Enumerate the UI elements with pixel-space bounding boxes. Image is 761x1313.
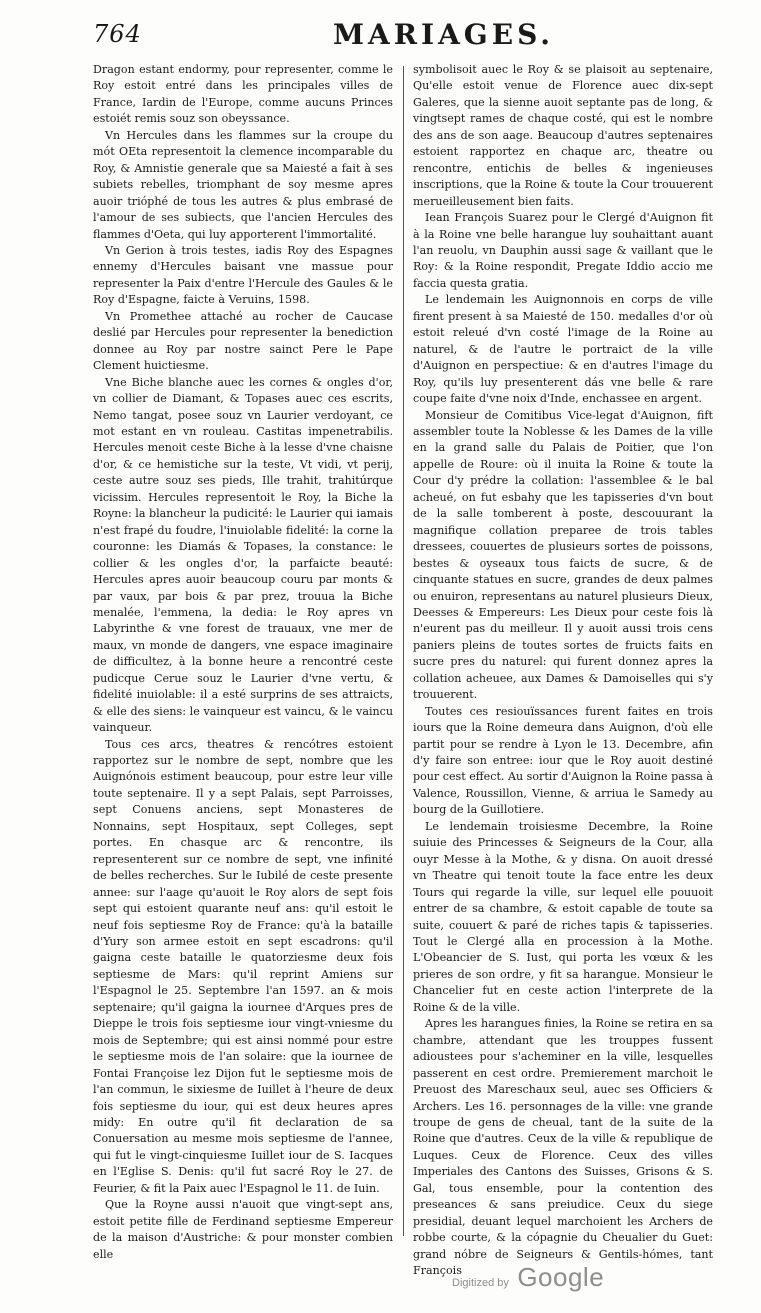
- paragraph: Que la Royne aussi n'auoit que vingt-sept ans, estoit petite fille de Ferdinand septiesme Empereur de la maison d'Austriche: & pour monster combien elle: [93, 1198, 393, 1261]
- page-number: 764: [93, 20, 142, 48]
- paragraph: Vne Biche blanche auec les cornes & ongles d'or, vn collier de Diamant, & Topases auec ces escrits, Nemo tangat, posee souz vn Laurier verdoyant, ce mot estant en vn rouleau. Castitas impenetrabilis. Hercules menoit ceste Biche à la lesse d'vne chaisne d'or, & ce hemistiche sur la teste, Vt vidi, vt perij, ceste autre souz ses pieds, Ille trahit, trahitúrque vicissim. Hercules representoit le Roy, la Biche la Royne: la blancheur la pudicité: le Laurier qui iamais n'est frapé du foudre, l'inuiolable fidelité: la corne la couronne: les Diamás & Topases, la constance: le collier & les ongles d'or, la parfaicte beauté: Hercules apres auoir beaucoup couru par monts & par vaux, par bois & par prez, trouua la Biche menalée, l'emmena, la dedia: le Roy apres vn Labyrinthe & vne forest de trauaux, vne mer de maux, vn monde de dangers, vne espace imaginaire de difficultez, à la bonne heure a rencontré ceste pudicque Cerue souz le Laurier d'vne vertu, & fidelité inuiolable: il a esté surprins de ses attraicts, & elle des siens: le vainqueur est vaincu, & le vaincu vainqueur.: [93, 375, 393, 735]
- paragraph: Iean François Suarez pour le Clergé d'Auignon fit à la Roine vne belle harangue luy souhaittant auant l'an reuolu, vn Dauphin aussi sage & vaillant que le Roy: & la Roine respondit, Pregate Iddio accio me faccia questa gratia.: [413, 211, 713, 290]
- paragraph: Le lendemain troisiesme Decembre, la Roine suiuie des Princesses & Seigneurs de la Cour, alla ouyr Messe à la Mothe, & y disna. On auoit dressé vn Theatre qui tenoit toute la face entre les deux Tours qui regarde la ville, sur lequel elle pouuoit entrer de sa chambre, & estoit capable de toute sa suite, couuert & paré de riches tapis & tapisseries. Tout le Clergé alla en procession à la Mothe. L'Obeancier de S. Iust, qui porta les vœux & les prieres de son ordre, y fit sa harangue. Monsieur le Chancelier fut en ceste action l'interprete de la Roine & de la ville.: [413, 819, 713, 1014]
- paragraph: Le lendemain les Auignonnois en corps de ville firent present à sa Maiesté de 150. medalles d'or où estoit releué d'vn costé l'image de la Roine au naturel, & de l'autre le portraict de la ville d'Auignon en perspectiue: & en d'autres l'image du Roy, qu'ils luy presenterent dás vne belle & rare coupe faite d'vne noix d'Inde, enchassee en argent.: [413, 293, 713, 406]
- digitized-by-label: Digitized by: [452, 1277, 509, 1289]
- column-divider: [403, 66, 404, 1236]
- paragraph: Vn Gerion à trois testes, iadis Roy des Espagnes ennemy d'Hercules baisant vne massue pour representer la Paix d'entre l'Hercule des Gaules & le Roy d'Espagne, faicte à Veruins, 1598.: [93, 243, 393, 307]
- paragraph: Apres les harangues finies, la Roine se retira en sa chambre, attendant que les trouppes fussent adioustees pour s'acheminer en la ville, lesquelles passerent en cest ordre. Premierement marchoit le Preuost des Mareschaux seul, auec ses Officiers & Archers. Les 16. personnages de la ville: vne grande troupe de gens de cheual, tant de la suite de la Roine que d'autres. Ceux de la ville & republique de Luques. Ceux de Florence. Ceux des villes Imperiales des Cantons des Suisses, Grisons & S. Gal, tous ensemble, pour la contention des preseances & sans preiudice. Ceux du siege presidial, deuant lequel marchoient les Archers de robbe courte, & la cópagnie du Cheualier du Guet: grand nóbre de Seigneurs & Gentils-hómes, tant François: [413, 1017, 713, 1278]
- paragraph: Vn Hercules dans les flammes sur la croupe du mót OEta representoit la clemence incomparable du Roy, & Amnistie generale que sa Maiesté a fait à ses subiets rebelles, triomphant de soy mesme apres auoir trióphé de tous les autres & plus embrasé de l'amour de ses subiects, que l'ancien Hercules des flammes d'Oeta, qui luy apporterent l'immortalité.: [93, 128, 393, 241]
- paragraph: Toutes ces resiouïssances furent faites en trois iours que la Roine demeura dans Auignon, d'où elle partit pour se rendre à Lyon le 13. Decembre, afin d'y faire son entree: iour que le Roy auoit destiné pour cest effect. Au sortir d'Auignon la Roine passa à Valence, Roussillon, Vienne, & arriua le Samedy au bourg de la Guillotiere.: [413, 704, 713, 817]
- paragraph: Tous ces arcs, theatres & rencótres estoient rapportez sur le nombre de sept, nombre que les Auignónois estiment beaucoup, pour estre leur ville toute septenaire. Il y a sept Palais, sept Parroisses, sept Conuens anciens, sept Monasteres de Nonnains, sept Hospitaux, sept Colleges, sept portes. En chasque arc & rencontre, ils representerent sur ce nombre de sept, vne infinité de belles recherches. Sur le Iubilé de ceste presente annee: sur l'aage qu'auoit le Roy alors de sept fois sept qui estoient quarante neuf ans: qu'il estoit le neuf fois septiesme Roy de France: qu'à la bataille d'Yury son armee estoit en sept escadrons: qu'il gaigna ceste bataille le quatorziesme deux fois septiesme de Mars: qu'il reprint Amiens sur l'Espagnol le 25. Septembre l'an 1597. an & mois septenaire; qu'il gaigna la iournee d'Arques pres de Dieppe le trois fois septiesme iour vingt-vniesme du mois de Septembre; qui est ainsi nommé pour estre le septiesme mois de l'an solaire: que la iournee de Fontai Françoise lez Dijon fut le septiesme mois de l'an commun, le sixiesme de Iuillet à l'heure de deux fois septiesme du iour, qui est deux heures apres midy: En outre qu'il fit declaration de sa Conuersation au mesme mois septiesme de l'annee, qui fut le vingt-cinquiesme Iuillet iour de S. Iacques en l'Eglise S. Denis: qu'il fut sacré Roy le 27. de Feurier, & fit la Paix auec l'Espagnol le 11. de Iuin.: [93, 737, 393, 1195]
- left-column: [93, 62, 393, 1263]
- right-column: [413, 62, 713, 1280]
- paragraph: symbolisoit auec le Roy & se plaisoit au septenaire, Qu'elle estoit venue de Florence auec dix-sept Galeres, que la sienne auoit septante pas de long, & vingtsept rames de chaque costé, qui est le nombre des ans de son aage. Beaucoup d'autres septenaires estoient rapportez en chaque arc, theatre ou rencontre, entichis de belles & ingenieuses inscriptions, que la Roine & toute la Cour trouuerent merueilleusement bien faits.: [413, 63, 713, 208]
- digitized-by-google-watermark: [452, 1262, 604, 1293]
- paragraph: Dragon estant endormy, pour representer, comme le Roy estoit entré dans les principales villes de France, Iardin de l'Europe, comme aucuns Princes estoiét remis souz son obeyssance.: [93, 63, 393, 126]
- google-logo: Google: [517, 1262, 605, 1292]
- running-head: MARIAGES.: [333, 18, 555, 51]
- paragraph: Vn Promethee attaché au rocher de Caucase deslié par Hercules pour representer la benediction donnee au Roy par nostre sainct Pere le Pape Clement huictiesme.: [93, 309, 393, 373]
- page-header: [93, 18, 743, 58]
- paragraph: Monsieur de Comitibus Vice-legat d'Auignon, fift assembler toute la Noblesse & les Dames de la ville en la grand salle du Palais de Poitier, que l'on appelle de Roure: où il inuita la Roine & toute la Cour d'y prédre la collation: l'assemblee & le bal acheué, on fut esbahy que les tapisseries d'vn bout de la salle tomberent à poste, descouurant la magnifique collation preparee de trois tables dressees, couuertes de plusieurs sortes de poissons, bestes & oyseaux tous faicts de sucre, & de cinquante statues en sucre, grandes de deux palmes ou enuiron, representans au naturel plusieurs Dieux, Deesses & Empereurs: Les Dieux pour ceste fois là n'eurent pas du meilleur. Il y auoit aussi trois cens paniers pleins de toutes sortes de fruicts faits en sucre pres du naturel: qui furent donnez apres la collation acheuee, aux Dames & Damoiselles qui s'y trouuerent.: [413, 408, 713, 702]
